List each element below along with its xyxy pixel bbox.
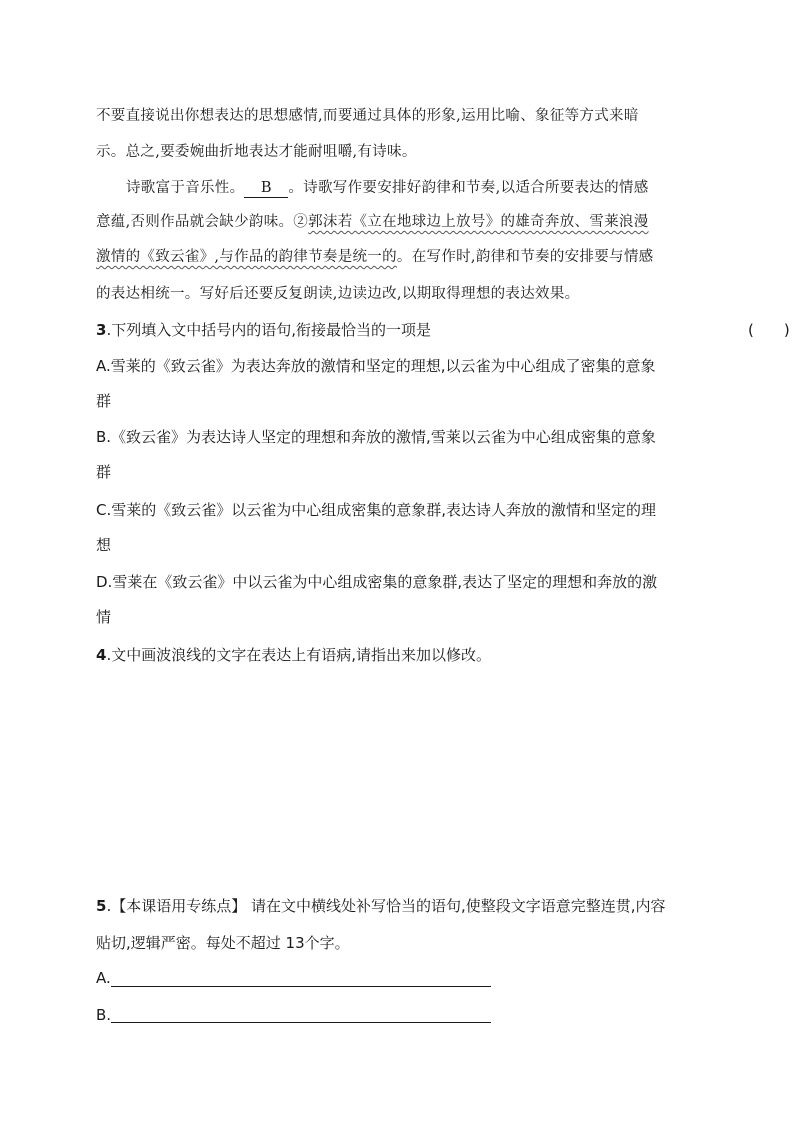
passage-line	[96, 247, 653, 267]
option-b: B.《致云雀》为表达诗人坚定的理想和奔放的激情,雪莱以云雀为中心组成密集的意象	[96, 428, 656, 446]
passage-text: 诗歌富于音乐性。	[126, 180, 245, 196]
wavy-underlined-text: 郭沫若《立在地球边上放号》的雄奇奔放、雪莱浪漫	[308, 214, 649, 230]
passage-line	[126, 178, 649, 198]
option-a-cont: 群	[96, 392, 112, 410]
answer-label-b: B.	[96, 1006, 112, 1024]
passage-text: 意蕴,否则作品就会缺少韵味。②	[96, 214, 309, 230]
question-5-stem	[96, 896, 666, 916]
passage-text: 。在写作时,韵律和节奏的安排要与情感	[396, 249, 654, 265]
answer-line-a[interactable]	[111, 986, 491, 987]
option-d-cont: 情	[96, 608, 112, 626]
question-text: .【本课语用专练点】 请在文中横线处补写恰当的语句,使整段文字语意完整连贯,内容	[106, 897, 666, 915]
passage-text: 。诗歌写作要安排好韵律和节奏,以适合所要表达的情感	[288, 180, 649, 196]
option-b-cont: 群	[96, 463, 112, 481]
answer-line-b[interactable]	[111, 1022, 491, 1023]
question-number: 3	[96, 321, 107, 339]
question-text: .文中画波浪线的文字在表达上有语病,请指出来加以修改。	[106, 646, 491, 664]
passage-line: 不要直接说出你想表达的思想感情,而要通过具体的形象,运用比喻、象征等方式来暗	[96, 108, 639, 124]
question-4-stem	[96, 645, 491, 665]
answer-label-a: A.	[96, 969, 111, 987]
answer-parentheses: ( )	[748, 321, 790, 339]
blank-b: B	[244, 180, 288, 198]
question-number: 4	[96, 646, 107, 664]
wavy-underlined-text: 激情的《致云雀》,与作品的韵律节奏是统一的	[96, 249, 397, 265]
option-d: D.雪莱在《致云雀》中以云雀为中心组成密集的意象群,表达了坚定的理想和奔放的激	[96, 573, 658, 591]
option-c: C.雪莱的《致云雀》以云雀为中心组成密集的意象群,表达诗人奔放的激情和坚定的理	[96, 501, 657, 519]
question-5-stem-cont: 贴切,逻辑严密。每处不超过 13个字。	[96, 934, 350, 952]
passage-line: 示。总之,要委婉曲折地表达才能耐咀嚼,有诗味。	[96, 144, 417, 160]
question-number: 5	[96, 897, 107, 915]
question-text: .下列填入文中括号内的语句,衔接最恰当的一项是	[106, 321, 431, 339]
option-c-cont: 想	[96, 536, 112, 554]
question-3-stem	[96, 320, 790, 340]
passage-line: 的表达相统一。写好后还要反复朗读,边读边改,以期取得理想的表达效果。	[96, 286, 580, 302]
option-a: A.雪莱的《致云雀》为表达奔放的激情和坚定的理想,以云雀为中心组成了密集的意象	[96, 357, 656, 375]
passage-line	[96, 212, 649, 232]
